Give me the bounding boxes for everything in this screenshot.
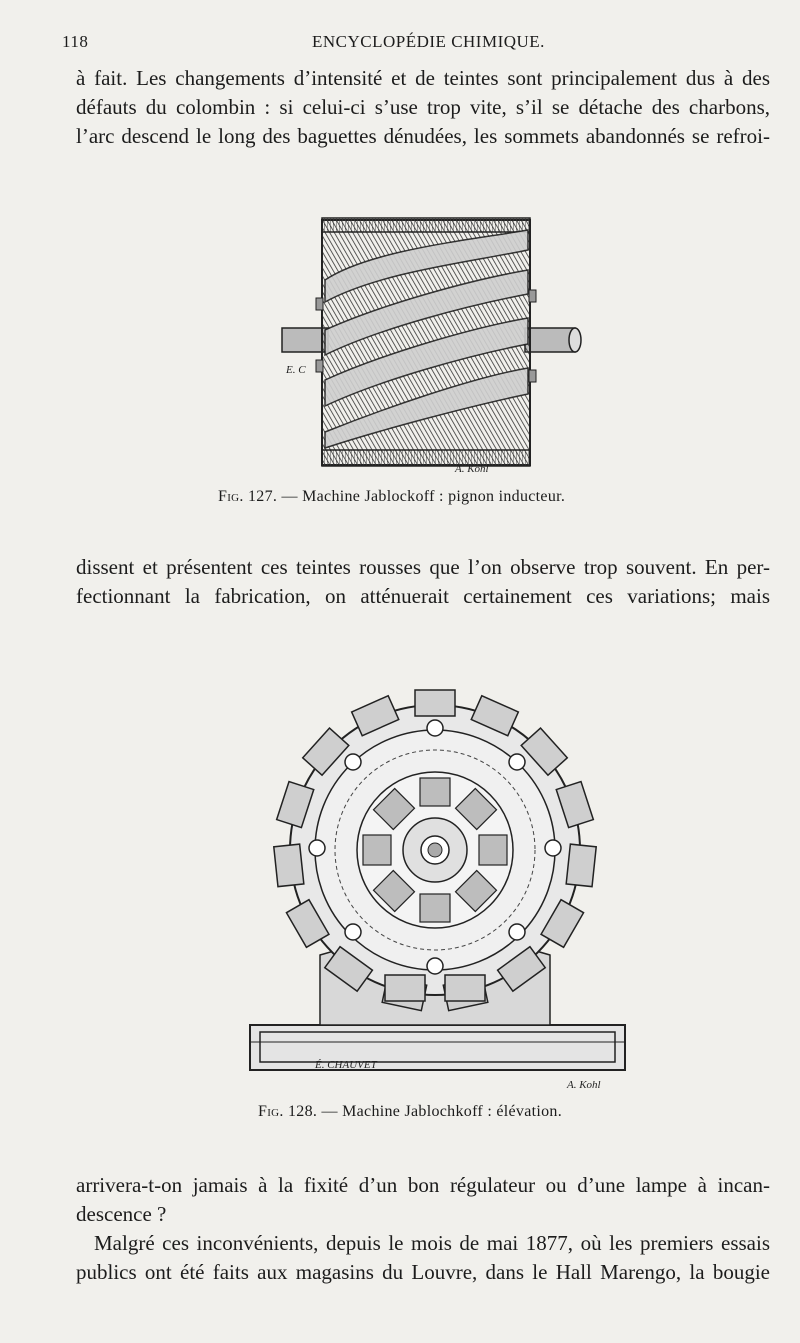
figure-128-label: Fig. 128.	[258, 1103, 318, 1120]
page-header	[62, 30, 762, 58]
figure-127-label: Fig. 127.	[218, 488, 278, 505]
text-line: Malgré ces inconvénients, depuis le mois de mai 1877, où les premiers essais	[94, 1231, 770, 1255]
engraver-signature-left: E. C	[286, 364, 306, 376]
engraver-signature-right: A. Kohl	[567, 1079, 601, 1091]
text-line: l’arc descend le long des baguettes dénudées, les sommets abandonnés se refroi-	[76, 124, 770, 148]
figure-128-illustration	[245, 670, 630, 1095]
text-line: fectionnant la fabrication, on atténuerait certainement ces variations; mais	[76, 584, 770, 608]
figure-128-caption-text: — Machine Jablochkoff : élévation.	[317, 1103, 563, 1120]
text-line: publics ont été faits aux magasins du Louvre, dans le Hall Marengo, la bougie	[76, 1260, 770, 1284]
text-line: à fait. Les changements d’intensité et de teintes sont principalement dus à des	[76, 66, 770, 90]
running-title: ENCYCLOPÉDIE CHIMIQUE.	[312, 32, 545, 51]
text-line: défauts du colombin : si celui-ci s’use trop vite, s’il se détache des charbons,	[76, 95, 770, 119]
figure-127-caption-text: — Machine Jablockoff : pignon inducteur.	[277, 488, 566, 505]
engraver-signature-left: É. CHAUVET	[315, 1059, 377, 1071]
engraver-signature-right: A. Kohl	[455, 463, 489, 475]
figure-128-caption	[258, 1103, 562, 1121]
text-line: dissent et présentent ces teintes rousses que l’on observe trop souvent. En per-	[76, 555, 770, 579]
figure-127-caption	[218, 488, 565, 506]
paragraph-2	[76, 553, 770, 611]
text-line: descence ?	[76, 1202, 167, 1226]
paragraph-3	[76, 1171, 770, 1287]
paragraph-1	[76, 64, 770, 151]
text-line: arrivera-t-on jamais à la fixité d’un bon régulateur ou d’une lampe à incan-	[76, 1173, 770, 1197]
figure-127-illustration	[270, 210, 590, 480]
page-number: 118	[62, 32, 89, 51]
